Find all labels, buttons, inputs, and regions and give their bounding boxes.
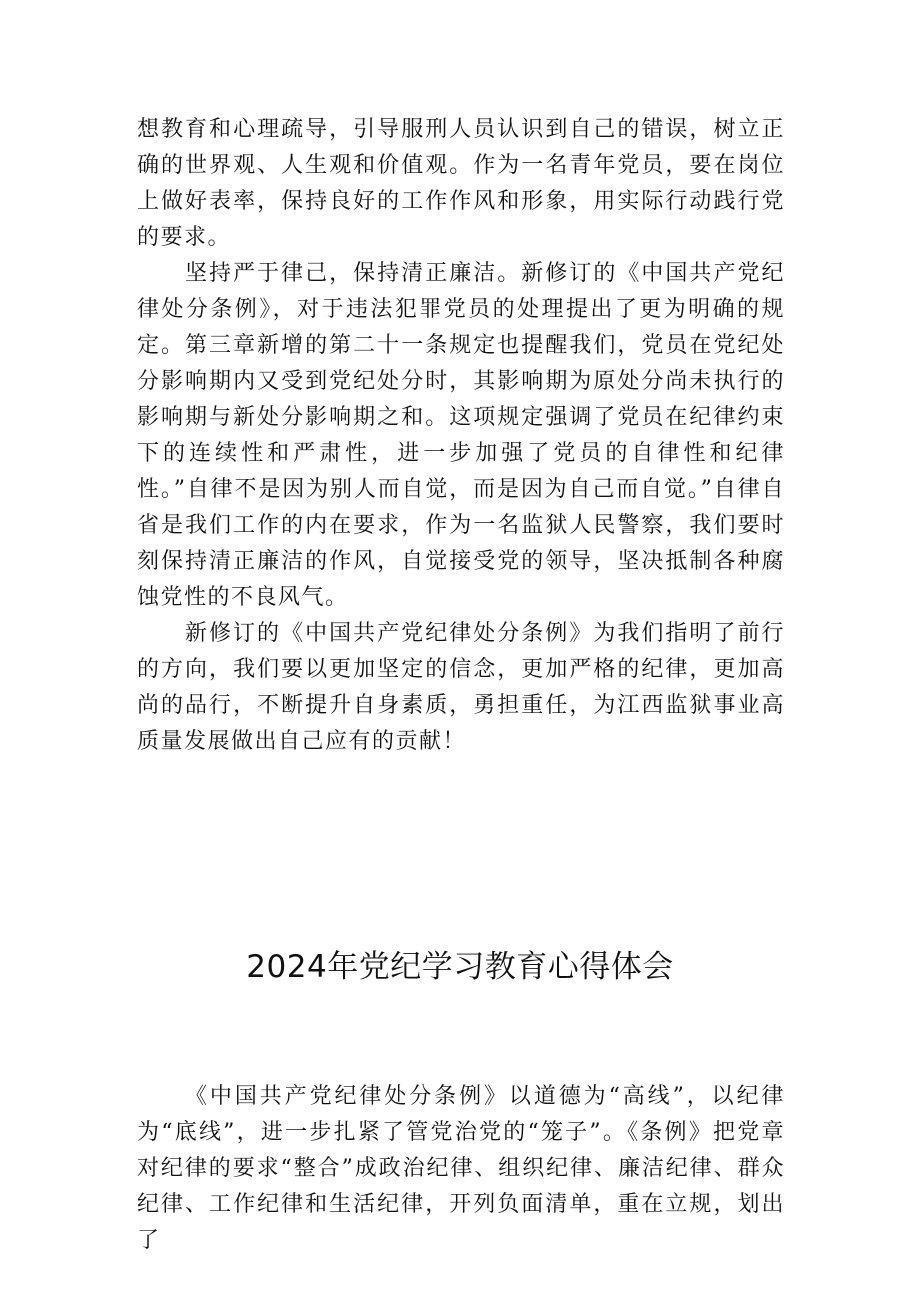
body-section-one — [137, 112, 785, 760]
paragraph-conclusion: 新修订的《中国共产党纪律处分条例》为我们指明了前行的方向，我们要以更加坚定的信念，更加严格的纪律，更加高尚的品行，不断提升自身素质，勇担重任，为江西监狱事业高质量发展做出自己应有的贡献！ — [137, 621, 785, 754]
paragraph-continued: 想教育和心理疏导，引导服刑人员认识到自己的错误，树立正确的世界观、人生观和价值观。作为一名青年党员，要在岗位上做好表率，保持良好的工作作风和形象，用实际行动践行党的要求。 — [137, 117, 785, 250]
paragraph-self-discipline: 坚持严于律己，保持清正廉洁。新修订的《中国共产党纪律处分条例》，对于违法犯罪党员的处理提出了更为明确的规定。第三章新增的第二十一条规定也提醒我们，党员在党纪处分影响期内又受到党纪处分时，其影响期为原处分尚未执行的影响期与新处分影响期之和。这项规定强调了党员在纪律约束下的连续性和严肃性，进一步加强了党员的自律性和纪律性。”自律不是因为别人而自觉，而是因为自己而自觉。”自律自省是我们工作的内在要求，作为一名监狱人民警察，我们要时刻保持清正廉洁的作风，自觉接受党的领导，坚决抵制各种腐蚀党性的不良风气。 — [137, 261, 785, 610]
paragraph-intro: 《中国共产党纪律处分条例》以道德为“高线”，以纪律为“底线”，进一步扎紧了管党治党的“笼子”。《条例》把党章对纪律的要求“整合”成政治纪律、组织纪律、廉洁纪律、群众纪律、工作纪律和生活纪律，开列负面清单，重在立规，划出了 — [137, 1084, 785, 1253]
section-title: 2024年党纪学习教育心得体会 — [246, 949, 674, 985]
body-section-two — [137, 1079, 785, 1259]
